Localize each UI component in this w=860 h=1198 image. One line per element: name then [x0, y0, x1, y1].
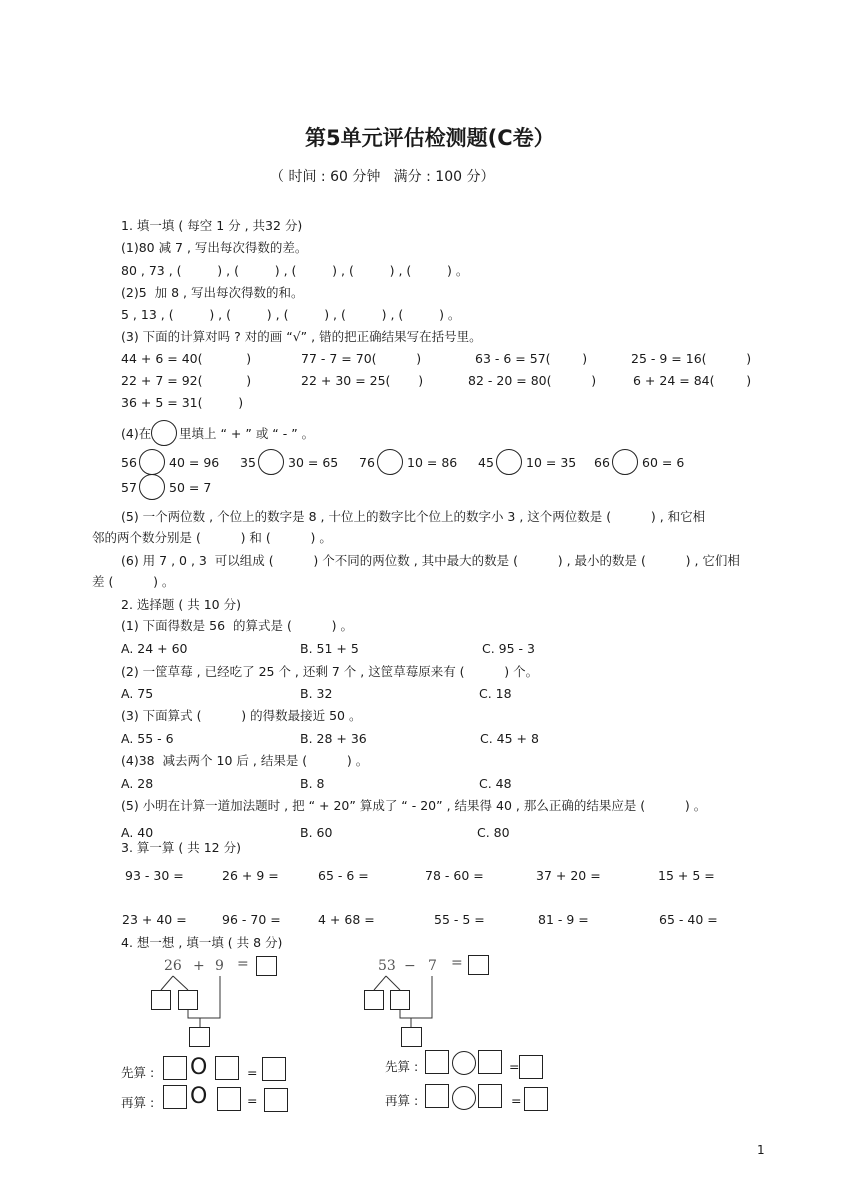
calc-item: 96 - 70 = — [222, 912, 281, 927]
left-then-operator: O — [190, 1084, 208, 1109]
left-first-box-1[interactable] — [163, 1056, 187, 1080]
s2-question: (5) 小明在计算一道加法题时 , 把 “ + 20” 算成了 “ - 20” , 结果得 40 , 那么正确的结果应是 ( ) 。 — [121, 798, 707, 813]
q3-item: 36 + 5 = 31( ) — [121, 395, 244, 410]
right-first-operator-circle[interactable] — [452, 1051, 476, 1075]
s1-q4-pre: (4)在 — [121, 426, 152, 441]
q4-item-a: 76 — [359, 455, 375, 470]
left-first-result[interactable] — [262, 1057, 286, 1081]
q4-item-b: 30 = 65 — [288, 455, 339, 470]
q3-item: 63 - 6 = 57( ) — [475, 351, 588, 366]
q3-item: 82 - 20 = 80( ) — [468, 373, 597, 388]
right-eq: = — [451, 955, 463, 971]
q3-item: 25 - 9 = 16( ) — [631, 351, 752, 366]
q4-item-a: 57 — [121, 480, 137, 495]
left-num-a: 26 — [164, 958, 182, 974]
left-then-box-2[interactable] — [217, 1087, 241, 1111]
right-first-eq: = — [509, 1059, 520, 1074]
calc-item: 26 + 9 = — [222, 868, 279, 883]
q4-item-a: 35 — [240, 455, 256, 470]
left-first-operator: O — [190, 1055, 208, 1080]
q4-item-a: 45 — [478, 455, 494, 470]
calc-item: 78 - 60 = — [425, 868, 484, 883]
left-then-eq: = — [247, 1093, 258, 1108]
right-then-box-2[interactable] — [478, 1084, 502, 1108]
s1-q6-line2: 差 ( ) 。 — [92, 574, 175, 589]
q3-item: 77 - 7 = 70( ) — [301, 351, 422, 366]
s2-heading: 2. 选择题 ( 共 10 分) — [121, 597, 241, 612]
q3-item: 6 + 24 = 84( ) — [633, 373, 752, 388]
page-title: 第5单元评估检测题(C卷） — [305, 126, 555, 150]
s2-question: (3) 下面算式 ( ) 的得数最接近 50 。 — [121, 708, 362, 723]
calc-item: 65 - 40 = — [659, 912, 718, 927]
left-first-eq: = — [247, 1065, 258, 1080]
s3-heading: 3. 算一算 ( 共 12 分) — [121, 840, 241, 855]
s1-q4-post: 里填上 “ + ” 或 “ - ” 。 — [179, 426, 315, 441]
s2-option-b: B. 51 + 5 — [300, 641, 359, 656]
right-then-box-1[interactable] — [425, 1084, 449, 1108]
s1-q5-line2: 邻的两个数分别是 ( ) 和 ( ) 。 — [92, 530, 332, 545]
s2-option-b: B. 28 + 36 — [300, 731, 367, 746]
calc-item: 55 - 5 = — [434, 912, 485, 927]
s1-q5-line1: (5) 一个两位数 , 个位上的数字是 8 , 十位上的数字比个位上的数字小 3 , 这个两位数是 ( ) , 和它相 — [121, 509, 706, 524]
s2-option-b: B. 32 — [300, 686, 333, 701]
right-first-result[interactable] — [519, 1055, 543, 1079]
s2-option-a: A. 24 + 60 — [121, 641, 188, 656]
right-then-result[interactable] — [524, 1087, 548, 1111]
left-num-b: 9 — [215, 958, 224, 974]
s2-option-a: A. 55 - 6 — [121, 731, 174, 746]
s1-q2-line: 5 , 13 , ( ) , ( ) , ( ) , ( ) , ( ) 。 — [121, 307, 461, 322]
calc-item: 15 + 5 = — [658, 868, 715, 883]
s2-option-b: B. 8 — [300, 776, 325, 791]
right-num-b: 7 — [428, 958, 437, 974]
q4-item-a: 56 — [121, 455, 137, 470]
right-first-label: 先算 : — [385, 1059, 419, 1074]
calc-item: 65 - 6 = — [318, 868, 369, 883]
left-first-box-2[interactable] — [215, 1056, 239, 1080]
calc-item: 93 - 30 = — [125, 868, 184, 883]
s1-q1-line: 80 , 73 , ( ) , ( ) , ( ) , ( ) , ( ) 。 — [121, 263, 469, 278]
page-number: 1 — [757, 1143, 765, 1157]
s2-option-a: A. 40 — [121, 825, 154, 840]
right-first-box-1[interactable] — [425, 1050, 449, 1074]
s1-q3: (3) 下面的计算对吗 ? 对的画 “√” , 错的把正确结果写在括号里。 — [121, 329, 482, 344]
s2-option-a: A. 28 — [121, 776, 154, 791]
right-num-a: 53 — [378, 958, 396, 974]
right-op: − — [404, 958, 416, 974]
left-then-box-1[interactable] — [163, 1085, 187, 1109]
left-eq: = — [237, 956, 249, 972]
s2-option-c: C. 48 — [479, 776, 512, 791]
q4-item-b: 60 = 6 — [642, 455, 685, 470]
calc-item: 23 + 40 = — [122, 912, 187, 927]
right-first-box-2[interactable] — [478, 1050, 502, 1074]
s1-q6-line1: (6) 用 7 , 0 , 3 可以组成 ( ) 个不同的两位数 , 其中最大的数是 ( ) , 最小的数是 ( ) , 它们相 — [121, 553, 740, 568]
q3-item: 22 + 7 = 92( ) — [121, 373, 252, 388]
s2-option-c: C. 95 - 3 — [482, 641, 535, 656]
s2-option-b: B. 60 — [300, 825, 333, 840]
q4-item-b: 50 = 7 — [169, 480, 212, 495]
page-subtitle: （ 时间 : 60 分钟 满分 : 100 分） — [270, 169, 495, 185]
right-then-operator-circle[interactable] — [452, 1086, 476, 1110]
q4-item-b: 10 = 35 — [526, 455, 577, 470]
s2-option-c: C. 18 — [479, 686, 512, 701]
s2-option-c: C. 45 + 8 — [480, 731, 539, 746]
left-then-result[interactable] — [264, 1088, 288, 1112]
s2-question: (2) 一筐草莓 , 已经吃了 25 个 , 还剩 7 个 , 这筐草莓原来有 ( ) 个。 — [121, 664, 539, 679]
left-op: + — [193, 958, 205, 974]
right-then-label: 再算 : — [385, 1093, 419, 1108]
q3-item: 22 + 30 = 25( ) — [301, 373, 424, 388]
q4-item-b: 10 = 86 — [407, 455, 458, 470]
q4-item-b: 40 = 96 — [169, 455, 220, 470]
right-then-eq: = — [511, 1093, 522, 1108]
s2-question: (1) 下面得数是 56 的算式是 ( ) 。 — [121, 618, 353, 633]
calc-item: 4 + 68 = — [318, 912, 375, 927]
q3-item: 44 + 6 = 40( ) — [121, 351, 252, 366]
s4-heading: 4. 想一想 , 填一填 ( 共 8 分) — [121, 935, 283, 950]
calc-item: 37 + 20 = — [536, 868, 601, 883]
s2-option-c: C. 80 — [477, 825, 510, 840]
s2-question: (4)38 减去两个 10 后 , 结果是 ( ) 。 — [121, 753, 369, 768]
s1-q2: (2)5 加 8 , 写出每次得数的和。 — [121, 285, 304, 300]
s1-heading: 1. 填一填 ( 每空 1 分 , 共32 分) — [121, 218, 303, 233]
left-first-label: 先算 : — [121, 1065, 155, 1080]
s2-option-a: A. 75 — [121, 686, 154, 701]
left-then-label: 再算 : — [121, 1095, 155, 1110]
s1-q1: (1)80 减 7 , 写出每次得数的差。 — [121, 240, 308, 255]
q4-item-a: 66 — [594, 455, 610, 470]
calc-item: 81 - 9 = — [538, 912, 589, 927]
